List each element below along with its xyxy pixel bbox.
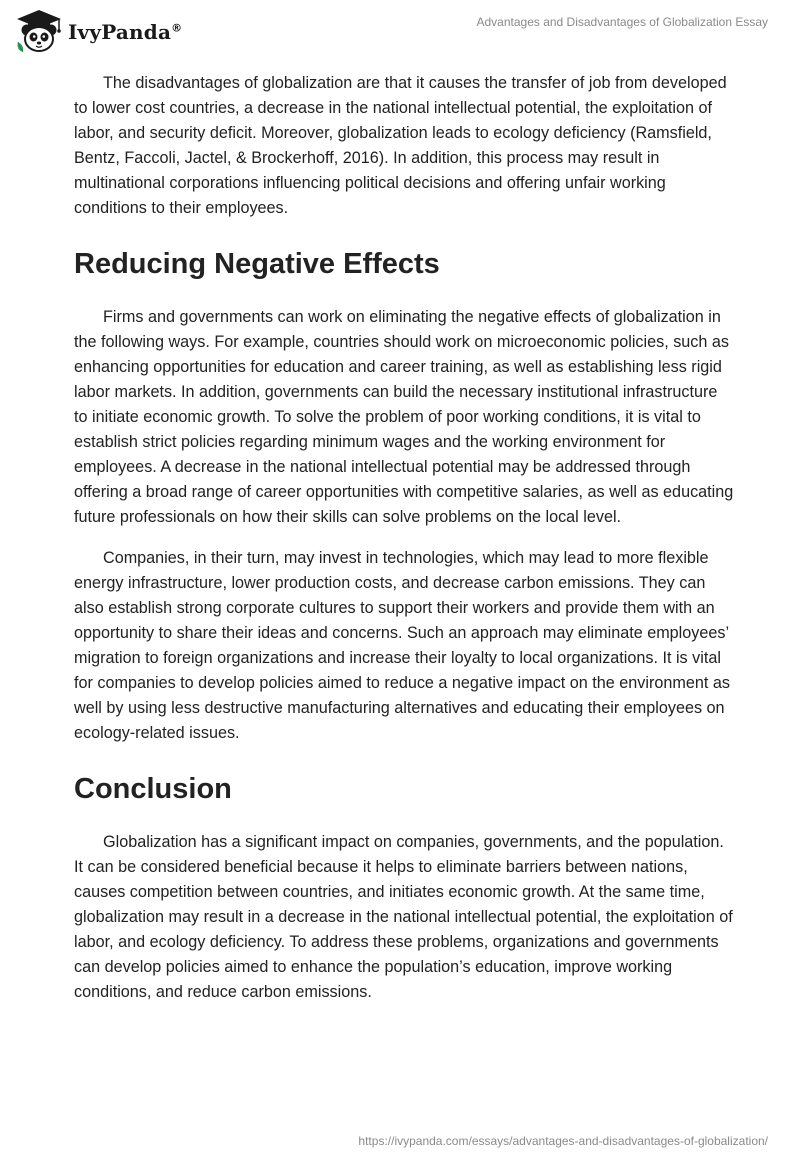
brand-name: IvyPanda® — [68, 20, 183, 44]
paragraph-firms-governments: Firms and governments can work on eliminating the negative effects of globalization in the following ways. For example, countries should work on microeconomic policies, such as enhancing opportunities for education and career training, as well as establishing less rigid labor markets. In addition, governments can build the necessary institutional infrastructure to initiate economic growth. To solve the problem of poor working conditions, it is vital to establish strict policies regarding minimum wages and the working environment for employees. A decrease in the national intellectual potential may be addressed through offering a broad range of career opportunities with competitive salaries, as well as educating future professionals on how their skills can solve problems on the local level. — [74, 308, 734, 526]
essay-content — [74, 71, 734, 1021]
registered-mark: ® — [171, 21, 183, 35]
paragraph-conclusion: Globalization has a significant impact on companies, governments, and the population. It can be considered beneficial because it helps to eliminate barriers between nations, causes competition between countries, and initiates economic growth. At the same time, globalization may result in a decrease in the national intellectual potential, the exploitation of labor, and ecology deficiency. To address these problems, organizations and governments can develop policies aimed to enhance the population’s education, improve working conditions, and reduce carbon emissions. — [74, 833, 733, 1001]
panda-graduation-cap-icon — [14, 8, 64, 54]
page-header — [0, 0, 800, 60]
paragraph-companies: Companies, in their turn, may invest in technologies, which may lead to more flexible energy infrastructure, lower production costs, and decrease carbon emissions. They can also establish strong corporate cultures to support their workers and provide them with an opportunity to share their ideas and concerns. Such an approach may eliminate employees’ migration to foreign organizations and increase their loyalty to local organizations. It is vital for companies to develop policies aimed to reduce a negative impact on the environment as well by using less destructive manufacturing alternatives and educating their employees on ecology-related issues. — [74, 549, 730, 742]
heading-reducing-negative-effects: Reducing Negative Effects — [74, 248, 440, 280]
document-title: Advantages and Disadvantages of Globalization Essay — [476, 15, 768, 29]
paragraph-disadvantages: The disadvantages of globalization are that it causes the transfer of job from developed to lower cost countries, a decrease in the national intellectual potential, the exploitation of labor, and security deficit. Moreover, globalization leads to ecology deficiency (Ramsfield, Bentz, Faccoli, Jactel, & Brockerhoff, 2016). In addition, this process may result in multinational corporations influencing political decisions and offering unfair working conditions to their employees. — [74, 74, 727, 217]
ivypanda-logo[interactable] — [14, 8, 182, 54]
source-url[interactable]: https://ivypanda.com/essays/advantages-and-disadvantages-of-globalization/ — [358, 1134, 768, 1148]
heading-conclusion: Conclusion — [74, 773, 232, 805]
